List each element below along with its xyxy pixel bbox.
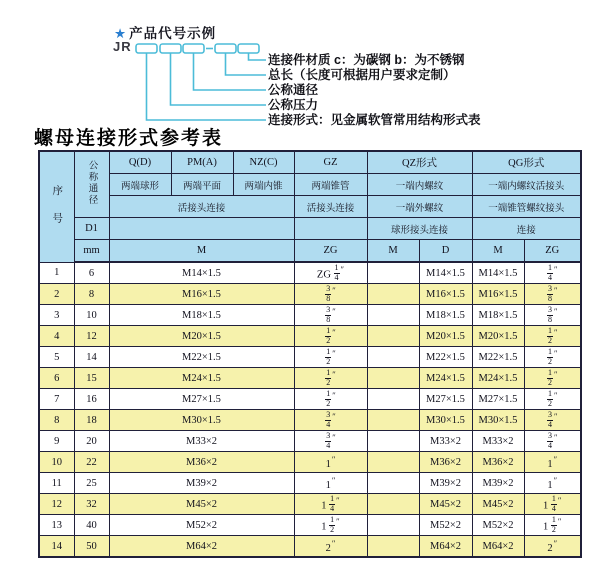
header-col-pm: PM(A)	[171, 151, 233, 174]
table-row	[39, 452, 581, 473]
nut-connection-reference-table	[38, 150, 582, 558]
table-row	[39, 326, 581, 347]
table-cell: $\frac{3}{8}$ ″	[294, 284, 367, 305]
table-cell: 7	[39, 389, 74, 410]
leader-line-3	[194, 53, 267, 90]
table-cell: M20×1.5	[419, 326, 472, 347]
table-cell: M27×1.5	[109, 389, 294, 410]
table-cell: M18×1.5	[472, 305, 524, 326]
header-col-qz: QZ形式	[367, 151, 472, 174]
table-cell: M14×1.5	[419, 262, 472, 284]
leader-line-5	[147, 53, 267, 120]
table-row	[39, 431, 581, 452]
header-zg: ZG	[294, 240, 367, 263]
table-cell: M33×2	[419, 431, 472, 452]
table-cell: M39×2	[472, 473, 524, 494]
table-row	[39, 410, 581, 431]
table-cell: 1″	[294, 473, 367, 494]
header-qg-conn: 一端锥管螺纹接头	[472, 196, 581, 218]
table-cell: $\frac{3}{8}$ ″	[294, 305, 367, 326]
table-cell: $\frac{3}{4}$ ″	[524, 431, 581, 452]
table-cell: 8	[74, 284, 109, 305]
header-qz-m: M	[367, 240, 419, 263]
star-icon: ★	[114, 26, 128, 41]
table-cell: M18×1.5	[419, 305, 472, 326]
header-q-conn: 活接头连接	[109, 196, 294, 218]
header-col-qd: Q(D)	[109, 151, 171, 174]
table-cell	[367, 473, 419, 494]
table-cell: M36×2	[109, 452, 294, 473]
table-cell: 32	[74, 494, 109, 515]
table-cell: M39×2	[109, 473, 294, 494]
callout-length: 总长（长度可根据用户要求定制）	[268, 68, 456, 82]
table-cell: M64×2	[472, 536, 524, 558]
header-col-qg: QG形式	[472, 151, 581, 174]
table-cell	[367, 284, 419, 305]
table-cell: $\frac{1}{2}$ ″	[294, 389, 367, 410]
table-cell: M30×1.5	[472, 410, 524, 431]
table-cell: M39×2	[419, 473, 472, 494]
table-cell: M14×1.5	[109, 262, 294, 284]
table-cell: 4	[39, 326, 74, 347]
header-m: M	[109, 240, 294, 263]
table-title: 螺母连接形式参考表	[34, 128, 224, 149]
table-cell: 8	[39, 410, 74, 431]
header-empty-gz	[294, 218, 367, 240]
header-qz-conn2: 球形接头连接	[367, 218, 472, 240]
table-cell: 10	[74, 305, 109, 326]
table-cell: M64×2	[109, 536, 294, 558]
table-cell: 22	[74, 452, 109, 473]
table-cell: 1″	[294, 452, 367, 473]
header-col-gz: GZ	[294, 151, 367, 174]
table-cell: M52×2	[472, 515, 524, 536]
table-cell	[367, 452, 419, 473]
callout-material: 连接件材质 c：为碳钢 b：为不锈钢	[268, 53, 465, 67]
table-cell: 50	[74, 536, 109, 558]
table-cell: M14×1.5	[472, 262, 524, 284]
table-cell: 3	[39, 305, 74, 326]
table-cell: 1″	[524, 452, 581, 473]
table-row	[39, 536, 581, 558]
table-cell: M20×1.5	[472, 326, 524, 347]
table-row	[39, 262, 581, 284]
table-cell	[367, 431, 419, 452]
header-qg-zg: ZG	[524, 240, 581, 263]
table-cell	[367, 368, 419, 389]
table-cell: 14	[39, 536, 74, 558]
code-box-5	[238, 44, 259, 53]
table-cell: 5	[39, 347, 74, 368]
table-row	[39, 347, 581, 368]
table-cell: M36×2	[472, 452, 524, 473]
callout-conn-form: 连接形式：见金属软管常用结构形式表	[268, 113, 481, 127]
table-cell: $\frac{3}{8}$ ″	[524, 305, 581, 326]
table-cell: 1 $\frac{1}{4}$ ″	[294, 494, 367, 515]
header-pm-desc: 两端平面	[171, 174, 233, 196]
table-body	[39, 262, 581, 557]
table-cell: M18×1.5	[109, 305, 294, 326]
table-cell: M24×1.5	[109, 368, 294, 389]
table-cell: $\frac{1}{2}$ ″	[294, 368, 367, 389]
table-cell: $\frac{1}{2}$ ″	[524, 326, 581, 347]
table-cell: $\frac{1}{2}$ ″	[524, 368, 581, 389]
header-qd-desc: 两端球形	[109, 174, 171, 196]
table-cell	[367, 305, 419, 326]
diagram-title-text: 产品代号示例	[129, 26, 217, 41]
header-dn: 公称通径	[74, 151, 109, 218]
table-cell: 6	[39, 368, 74, 389]
header-d1: D1	[74, 218, 109, 240]
leader-line-2	[226, 53, 267, 75]
header-col-nz: NZ(C)	[233, 151, 294, 174]
header-empty-m	[109, 218, 294, 240]
table-cell: 13	[39, 515, 74, 536]
table-cell: $\frac{3}{4}$ ″	[294, 410, 367, 431]
table-cell: M45×2	[109, 494, 294, 515]
table-cell: $\frac{3}{4}$ ″	[524, 410, 581, 431]
header-qg-m: M	[472, 240, 524, 263]
table-cell: M30×1.5	[109, 410, 294, 431]
table-cell: 40	[74, 515, 109, 536]
table-cell: 20	[74, 431, 109, 452]
table-cell: M20×1.5	[109, 326, 294, 347]
code-box-3	[183, 44, 204, 53]
table-cell: M22×1.5	[472, 347, 524, 368]
table-cell: $\frac{1}{2}$ ″	[294, 347, 367, 368]
table-cell: M30×1.5	[419, 410, 472, 431]
table-cell: 12	[39, 494, 74, 515]
leader-line-1	[249, 53, 267, 60]
table-cell: M22×1.5	[109, 347, 294, 368]
table-cell: M16×1.5	[419, 284, 472, 305]
code-prefix: JR	[113, 39, 132, 54]
table-cell: M52×2	[109, 515, 294, 536]
table-cell: 14	[74, 347, 109, 368]
table-row	[39, 284, 581, 305]
table-row	[39, 389, 581, 410]
table-cell: M33×2	[109, 431, 294, 452]
header-qz-desc: 一端内螺纹	[367, 174, 472, 196]
table-cell: 12	[74, 326, 109, 347]
table-cell: 2″	[524, 536, 581, 558]
table-row	[39, 305, 581, 326]
table-cell: $\frac{1}{2}$ ″	[524, 389, 581, 410]
table-cell: $\frac{1}{2}$ ″	[294, 326, 367, 347]
code-box-1	[136, 44, 157, 53]
table-cell: 16	[74, 389, 109, 410]
header-seq: 序号	[39, 151, 74, 262]
header-gz-desc: 两端锥管	[294, 174, 367, 196]
table-cell: M27×1.5	[472, 389, 524, 410]
table-row	[39, 368, 581, 389]
header-qg-conn2: 连接	[472, 218, 581, 240]
table-cell: 9	[39, 431, 74, 452]
table-cell: 2	[39, 284, 74, 305]
header-unit: mm	[74, 240, 109, 263]
code-box-2	[160, 44, 181, 53]
table-cell	[367, 536, 419, 558]
table-cell: 1 $\frac{1}{2}$ ″	[524, 515, 581, 536]
callout-pressure: 公称压力	[268, 98, 319, 112]
table-cell: M45×2	[472, 494, 524, 515]
table-cell: 1	[39, 262, 74, 284]
table-cell: M64×2	[419, 536, 472, 558]
code-box-4	[215, 44, 236, 53]
table-cell: M22×1.5	[419, 347, 472, 368]
header-gz-conn: 活接头连接	[294, 196, 367, 218]
table-row	[39, 515, 581, 536]
table-cell: M24×1.5	[472, 368, 524, 389]
table-cell: M45×2	[419, 494, 472, 515]
table-cell: $\frac{1}{4}$ ″	[524, 262, 581, 284]
table-cell: M36×2	[419, 452, 472, 473]
table-cell: $\frac{3}{8}$ ″	[524, 284, 581, 305]
table-cell: M33×2	[472, 431, 524, 452]
table-cell: 1 $\frac{1}{2}$ ″	[294, 515, 367, 536]
table-cell: M16×1.5	[109, 284, 294, 305]
table-cell	[367, 515, 419, 536]
table-cell: 6	[74, 262, 109, 284]
table-cell: 1″	[524, 473, 581, 494]
header-qz-conn: 一端外螺纹	[367, 196, 472, 218]
callout-diameter: 公称通径	[268, 83, 319, 97]
table-cell: 25	[74, 473, 109, 494]
table-row	[39, 494, 581, 515]
table-cell: 15	[74, 368, 109, 389]
table-cell: $\frac{1}{2}$ ″	[524, 347, 581, 368]
table-cell: $\frac{3}{4}$ ″	[294, 431, 367, 452]
table-cell: M27×1.5	[419, 389, 472, 410]
table-cell	[367, 389, 419, 410]
table-cell: 11	[39, 473, 74, 494]
table-cell: M52×2	[419, 515, 472, 536]
table-cell: 1 $\frac{1}{4}$ ″	[524, 494, 581, 515]
table-cell	[367, 326, 419, 347]
table-cell	[367, 347, 419, 368]
table-cell: 10	[39, 452, 74, 473]
table-cell: M24×1.5	[419, 368, 472, 389]
table-cell	[367, 494, 419, 515]
table-cell: M16×1.5	[472, 284, 524, 305]
table-cell: 18	[74, 410, 109, 431]
table-row	[39, 473, 581, 494]
table-cell: ZG $\frac{1}{4}$ ″	[294, 262, 367, 284]
header-qg-desc: 一端内螺纹活接头	[472, 174, 581, 196]
table-cell	[367, 410, 419, 431]
table-cell: 2″	[294, 536, 367, 558]
header-qz-d: D	[419, 240, 472, 263]
table-cell	[367, 262, 419, 284]
header-nz-desc: 两端内锥	[233, 174, 294, 196]
